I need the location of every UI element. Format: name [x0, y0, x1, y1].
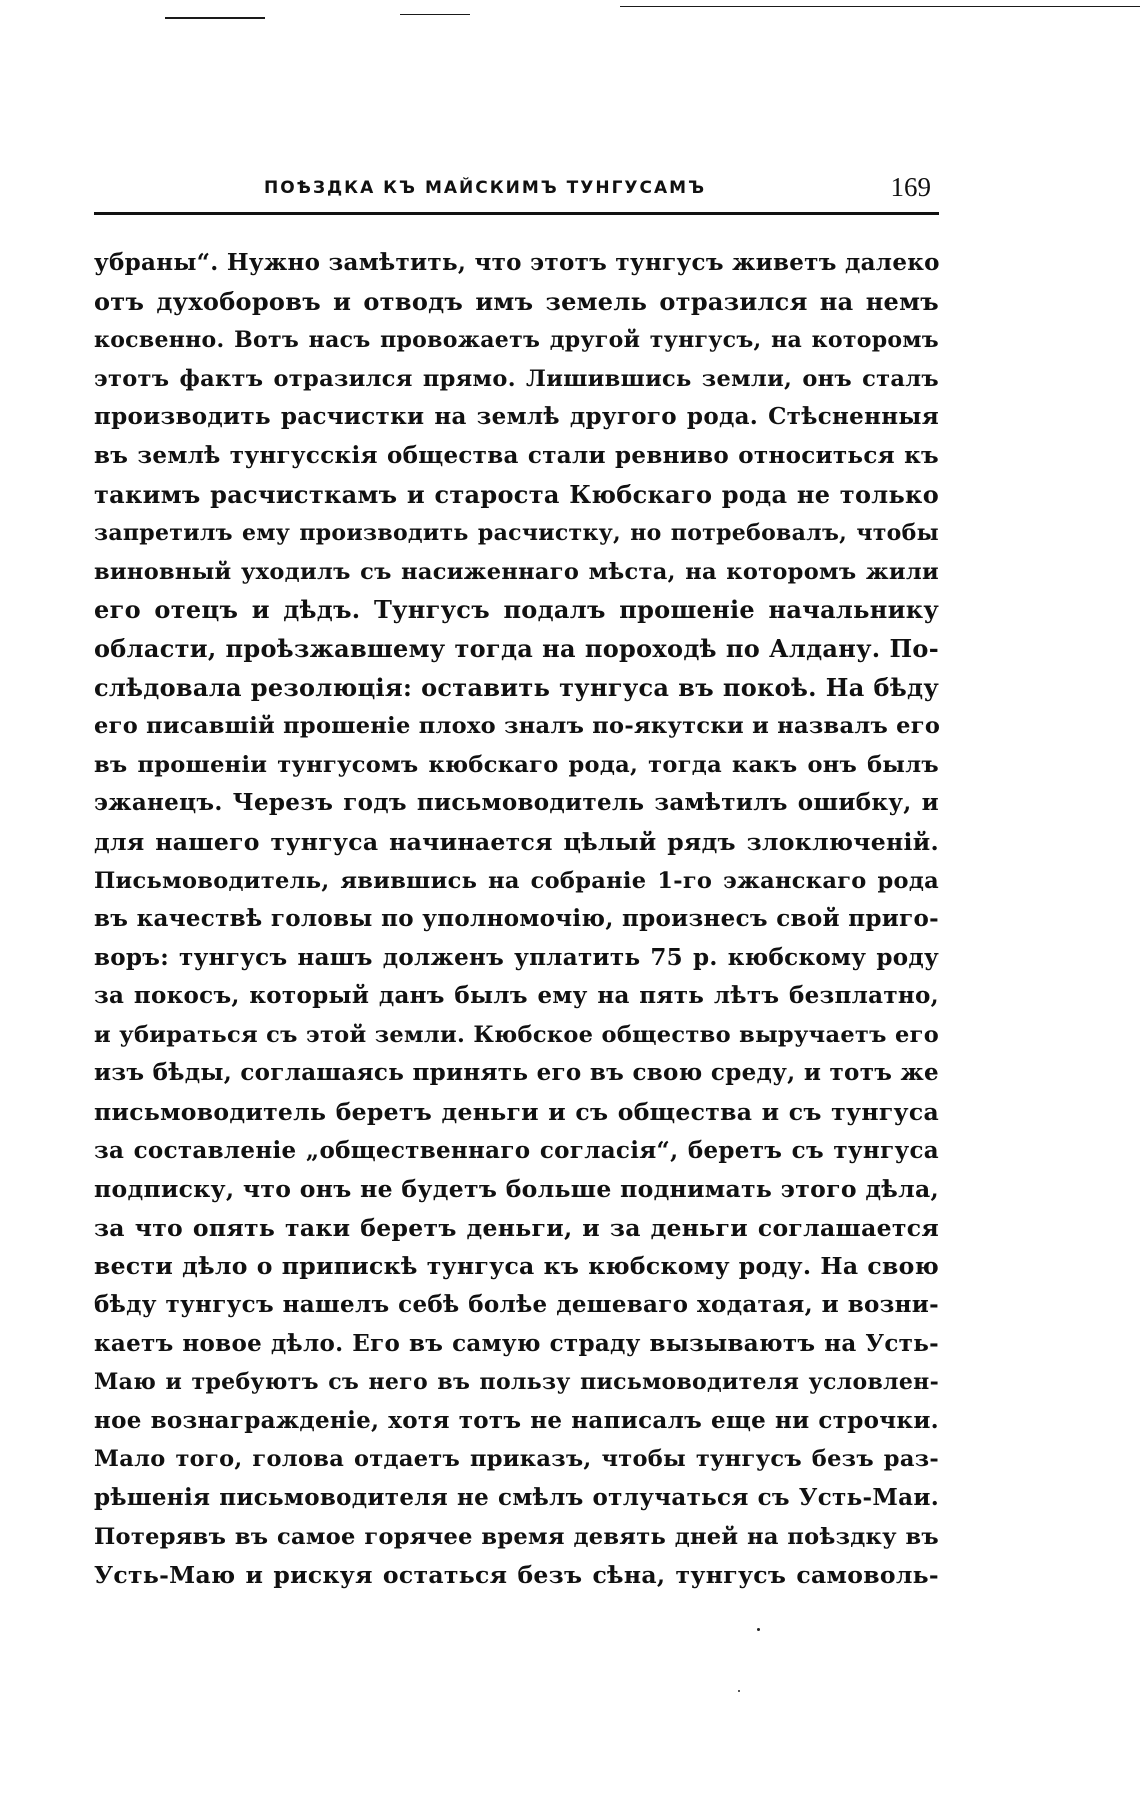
text-line: письмоводитель беретъ деньги и съ общества и съ тунгуса [94, 1098, 939, 1127]
text-line: воръ: тунгусъ нашъ долженъ уплатить 75 р. кюбскому роду [94, 943, 939, 971]
scan-speck [757, 1628, 760, 1631]
text-line: слѣдовала резолюція: оставить тунгуса въ покоѣ. На бѣду [94, 672, 939, 702]
text-line: убраны“. Нужно замѣтить, что этотъ тунгусъ живетъ далеко [94, 249, 940, 276]
text-line: его писавшій прошеніе плохо зналъ по-якутски и назвалъ его [94, 713, 941, 740]
text-line: Мало того, голова отдаетъ приказъ, чтобы тунгусъ безъ раз- [94, 1446, 939, 1473]
scan-edge-line-right [620, 6, 1140, 7]
text-line: за покосъ, который данъ былъ ему на пять лѣтъ безплатно, [94, 982, 939, 1010]
text-line: за составленіе „общественнаго согласія“, беретъ съ тунгуса [94, 1136, 939, 1164]
running-header [94, 172, 939, 215]
text-line: виновный уходилъ съ насиженнаго мѣста, на которомъ жили [94, 558, 939, 585]
text-line: эжанецъ. Черезъ годъ письмоводитель замѣтилъ ошибку, и [94, 789, 939, 817]
text-line: Потерявъ въ самое горячее время девять дней на поѣздку въ [94, 1523, 939, 1550]
text-line: запретилъ ему производить расчистку, но потребовалъ, чтобы [94, 520, 939, 547]
scan-edge-line-left [165, 17, 265, 19]
text-line: Письмоводитель, явившись на собраніе 1-го эжанскаго рода [94, 867, 939, 894]
text-line: производить расчистки на землѣ другого рода. Стѣсненныя [94, 403, 939, 431]
page-number: 169 [890, 172, 931, 202]
text-line: для нашего тунгуса начинается цѣлый рядъ злоключеній. [94, 827, 939, 856]
text-line: за что опять таки беретъ деньги, и за деньги соглашается [94, 1213, 939, 1242]
text-line: каетъ новое дѣло. Его въ самую страду вызываютъ на Усть- [94, 1329, 939, 1357]
running-title: ПОѢЗДКА КЪ МАЙСКИМЪ ТУНГУСАМЪ [264, 178, 707, 198]
text-line: въ прошеніи тунгусомъ кюбскаго рода, тогда какъ онъ былъ [94, 751, 939, 778]
text-line: отъ духоборовъ и отводъ имъ земель отразился на немъ [94, 286, 939, 316]
text-line: косвенно. Вотъ насъ провожаетъ другой тунгусъ, на которомъ [94, 327, 939, 354]
body-text [94, 244, 939, 1595]
text-line: ное вознагражденіе, хотя тотъ не написалъ еще ни строчки. [94, 1406, 939, 1434]
text-line: вести дѣло о припискѣ тунгуса къ кюбскому роду. На свою [94, 1252, 939, 1281]
scan-speck [738, 1690, 740, 1692]
text-line: и убираться съ этой земли. Кюбское общество выручаетъ его [94, 1021, 939, 1048]
text-line: такимъ расчисткамъ и староста Кюбскаго рода не только [94, 479, 939, 509]
text-line: рѣшенія письмоводителя не смѣлъ отлучаться съ Усть-Маи. [94, 1484, 939, 1511]
text-line: въ землѣ тунгусскія общества стали ревниво относиться къ [94, 441, 939, 469]
text-line: его отецъ и дѣдъ. Тунгусъ подалъ прошеніе начальнику [94, 595, 939, 625]
text-line: Маю и требуютъ съ него въ пользу письмоводителя условлен- [94, 1369, 939, 1396]
text-line: Усть-Маю и рискуя остаться безъ сѣна, тунгусъ самоволь- [94, 1561, 939, 1590]
text-line: изъ бѣды, соглашаясь принять его въ свою среду, и тотъ же [94, 1059, 939, 1087]
text-line: этотъ фактъ отразился прямо. Лишившись земли, онъ сталъ [94, 365, 939, 392]
text-line: области, проѣзжавшему тогда на пороходѣ по Алдану. По- [94, 633, 939, 663]
text-line: бѣду тунгусъ нашелъ себѣ болѣе дешеваго ходатая, и возни- [94, 1291, 939, 1319]
text-line: подписку, что онъ не будетъ больше поднимать этого дѣла, [94, 1175, 939, 1204]
text-line: въ качествѣ головы по уполномочію, произнесъ свой приго- [94, 905, 939, 933]
scan-edge-line-middle [400, 14, 470, 15]
